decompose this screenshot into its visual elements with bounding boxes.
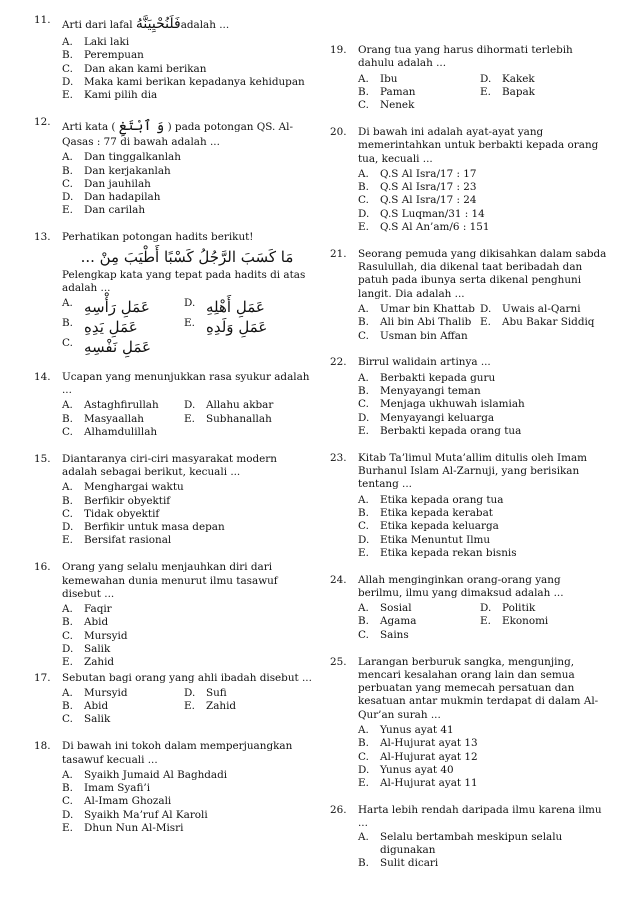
question-stem: Perhatikan potongan hadits berikut! (62, 231, 254, 244)
question-19 (330, 44, 608, 112)
option-d: D. Salik (62, 643, 111, 655)
option-e: E. Berbakti kepada orang tua (358, 424, 522, 437)
options (358, 831, 608, 871)
options (62, 399, 312, 439)
question-number: 13. (34, 231, 51, 244)
options (358, 73, 608, 113)
question-stem: Diantaranya ciri-ciri masyarakat modern adalah sebagai berikut, kecuali ... (62, 452, 277, 478)
question-21 (330, 248, 608, 343)
option-d: D. Sufi (184, 686, 227, 699)
question-22 (330, 356, 608, 438)
question-number: 17. (34, 671, 51, 684)
option-a: A. Astaghfirullah (62, 399, 159, 412)
option-d: D. Uwais al-Qarni (480, 303, 581, 316)
option-a: A. Dan tinggalkanlah (62, 151, 181, 164)
options (358, 372, 608, 438)
option-b: B. Paman (358, 85, 416, 98)
option-a: A. Umar bin Khattab (358, 303, 475, 316)
option-a: A. Mursyid (62, 686, 128, 699)
options (358, 724, 608, 790)
option-d: D. Etika Menuntut Ilmu (358, 533, 491, 546)
option-c: C. Dan akan kami berikan (62, 62, 207, 75)
hadith-arabic: مَا كَسَبَ الرَّجُلُ كَسْبًا أَطْيَبَ مِنْ ... (80, 247, 294, 266)
option-c: C. Q.S Al Isra/17 : 24 (358, 194, 477, 207)
question-number: 12. (34, 115, 51, 128)
question-15 (34, 453, 312, 548)
question-14 (34, 371, 312, 439)
options (62, 36, 312, 102)
question-18 (34, 740, 312, 835)
option-e: E. Bapak (480, 85, 535, 98)
option-b: B. Ali bin Abi Thalib (358, 316, 472, 329)
option-d: D. Q.S Luqman/31 : 14 (358, 207, 485, 220)
question-number: 14. (34, 370, 51, 383)
question-number: 18. (34, 740, 51, 753)
option-d: D. Menyayangi keluarga (358, 411, 495, 424)
question-number: 19. (330, 44, 347, 56)
question-stem: Orang yang selalu menjauhkan diri dari kemewahan dunia menurut ilmu tasawuf disebut ... (62, 561, 278, 600)
option-b: B. Masyaallah (62, 412, 144, 425)
question-stem: Arti kata ( وَ ٱبْتَغِ ) pada potongan QS. Al-Qasas : 77 di bawah adalah ... (62, 117, 294, 148)
option-c: C. Salik (62, 713, 111, 726)
option-e: E. Dan carilah (62, 204, 146, 217)
question-stem: Di bawah ini tokoh dalam memperjuangkan tasawuf kecuali ... (62, 740, 293, 766)
option-a: A. Syaikh Jumaid Al Baghdadi (62, 768, 228, 781)
option-a: A. Q.S Al Isra/17 : 17 (358, 167, 477, 180)
arabic-word: وَ ٱبْتَغِ (118, 117, 165, 134)
option-a: A. عَمَلِ رَأْسِهِ (62, 297, 150, 317)
question-stem: Sebutan bagi orang yang ahli ibadah disebut ... (62, 671, 312, 684)
option-a: A. Yunus ayat 41 (358, 724, 454, 737)
option-a: A. Selalu bertambah meskipun selalu digunakan (358, 830, 563, 856)
question-stem: Arti dari lafal فَلَنُحْيِيَنَّهُadalah ... (62, 16, 230, 32)
right-column (330, 44, 608, 884)
question-number: 24. (330, 573, 347, 586)
question-11 (34, 14, 312, 102)
option-e: E. Subhanallah (184, 412, 272, 425)
option-e: E. Al-Hujurat ayat 11 (358, 777, 478, 790)
question-stem: Di bawah ini adalah ayat-ayat yang memerintahkan untuk berbakti kepada orang tua, kecuali ... (358, 125, 599, 165)
options (358, 602, 608, 642)
question-number: 21. (330, 247, 347, 260)
option-a: A. Menghargai waktu (62, 481, 184, 494)
option-d: D. Berfikir untuk masa depan (62, 521, 225, 534)
option-a: A. Sosial (358, 602, 412, 615)
question-13 (34, 231, 312, 357)
option-a: A. Berbakti kepada guru (358, 371, 496, 384)
question-20 (330, 126, 608, 234)
question-stem: Larangan berburuk sangka, mengunjing, mencari kesalahan orang lain dan semua perbuatan yang memecah persatuan dan kesatuan antar mukmin terdapat di dalam Al-Qur’an surah ... (358, 655, 599, 721)
option-b: B. Imam Syafi’i (62, 782, 151, 795)
option-e: E. Etika kepada rekan bisnis (358, 546, 517, 559)
option-a: A. Ibu (358, 72, 398, 85)
option-d: D. Dan hadapilah (62, 191, 161, 204)
question-stem: Ucapan yang menunjukkan rasa syukur adalah ... (62, 370, 310, 396)
question-stem: Birrul walidain artinya ... (358, 356, 491, 369)
option-b: B. Etika kepada kerabat (358, 506, 493, 519)
question-number: 22. (330, 356, 347, 369)
option-d: D. Maka kami berikan kepadanya kehidupan (62, 75, 305, 88)
option-e: E. عَمَلِ وَلَدِهِ (184, 317, 268, 337)
question-number: 11. (34, 14, 51, 26)
options (62, 603, 312, 669)
options (358, 303, 608, 343)
question-16 (34, 561, 312, 669)
option-b: B. Sulit dicari (358, 857, 439, 870)
question-23 (330, 452, 608, 560)
question-number: 23. (330, 451, 347, 464)
option-b: B. Perempuan (62, 49, 144, 62)
option-c: C. عَمَلِ نَفْسِهِ (62, 337, 151, 357)
option-d: D. Syaikh Ma’ruf Al Karoli (62, 808, 208, 821)
option-b: B. Dan kerjakanlah (62, 164, 171, 177)
question-number: 15. (34, 452, 51, 465)
option-a: A. Laki laki (62, 36, 130, 48)
option-b: B. Abid (62, 616, 109, 629)
option-d: D. Kakek (480, 72, 535, 85)
question-number: 26. (330, 804, 347, 817)
option-c: C. Nenek (358, 99, 415, 112)
option-e: E. Zahid (184, 700, 237, 713)
option-c: C. Dan jauhilah (62, 177, 151, 190)
options (358, 168, 608, 234)
option-b: B. Agama (358, 615, 417, 628)
options (358, 494, 608, 560)
option-c: C. Menjaga ukhuwah islamiah (358, 398, 525, 411)
option-e: E. Q.S Al An’am/6 : 151 (358, 221, 490, 234)
option-c: C. Mursyid (62, 629, 128, 642)
question-26 (330, 804, 608, 870)
question-stem-continued: Pelengkap kata yang tepat pada hadits di atas adalah ... (62, 268, 306, 294)
option-c: C. Usman bin Affan (358, 329, 468, 342)
option-b: B. Q.S Al Isra/17 : 23 (358, 181, 477, 194)
option-c: C. Al-Imam Ghozali (62, 795, 172, 808)
option-e: E. Kami pilih dia (62, 89, 158, 102)
left-column (34, 14, 312, 849)
question-number: 25. (330, 655, 347, 668)
question-24 (330, 574, 608, 642)
option-a: A. Faqir (62, 603, 112, 616)
options (62, 151, 312, 217)
question-25 (330, 656, 608, 791)
question-stem: Orang tua yang harus dihormati terlebih dahulu adalah ... (358, 44, 573, 70)
option-d: D. Allahu akbar (184, 399, 274, 412)
option-e: E. Zahid (62, 656, 115, 669)
option-c: C. Tidak obyektif (62, 507, 160, 520)
options (62, 481, 312, 547)
option-e: E. Ekonomi (480, 615, 549, 628)
option-d: D. Politik (480, 602, 536, 615)
question-stem: Kitab Ta’limul Muta’allim ditulis oleh Imam Burhanul Islam Al-Zarnuji, yang berisikan tentang ... (358, 451, 588, 491)
option-e: E. Dhun Nun Al-Misri (62, 822, 184, 835)
option-c: C. Alhamdulillah (62, 425, 158, 438)
option-d: D. Yunus ayat 40 (358, 763, 454, 776)
question-12 (34, 116, 312, 218)
option-c: C. Etika kepada keluarga (358, 520, 499, 533)
option-a: A. Etika kepada orang tua (358, 493, 504, 506)
question-stem: Harta lebih rendah daripada ilmu karena ilmu ... (358, 804, 602, 830)
option-c: C. Al-Hujurat ayat 12 (358, 750, 478, 763)
question-number: 20. (330, 125, 347, 138)
option-b: B. Menyayangi teman (358, 385, 481, 398)
option-b: B. عَمَلِ يَدِهِ (62, 317, 138, 337)
option-e: E. Abu Bakar Siddiq (480, 316, 595, 329)
option-d: D. عَمَلِ أَهْلِهِ (184, 297, 265, 317)
options (62, 297, 312, 357)
question-number: 16. (34, 561, 51, 574)
options (62, 769, 312, 835)
option-c: C. Sains (358, 628, 409, 641)
option-e: E. Bersifat rasional (62, 534, 172, 547)
option-b: B. Abid (62, 700, 109, 713)
option-b: B. Berfikir obyektif (62, 494, 171, 507)
option-b: B. Al-Hujurat ayat 13 (358, 737, 478, 750)
arabic-word: فَلَنُحْيِيَنَّهُ (135, 16, 181, 32)
question-17 (34, 672, 312, 727)
question-stem: Seorang pemuda yang dikisahkan dalam sabda Rasulullah, dia dikenal taat beribadah dan patuh pada ibunya serta dikenal penghuni langit. Dia adalah ... (358, 247, 607, 300)
options (62, 687, 312, 727)
question-stem: Allah menginginkan orang-orang yang berilmu, ilmu yang dimaksud adalah ... (358, 573, 564, 599)
